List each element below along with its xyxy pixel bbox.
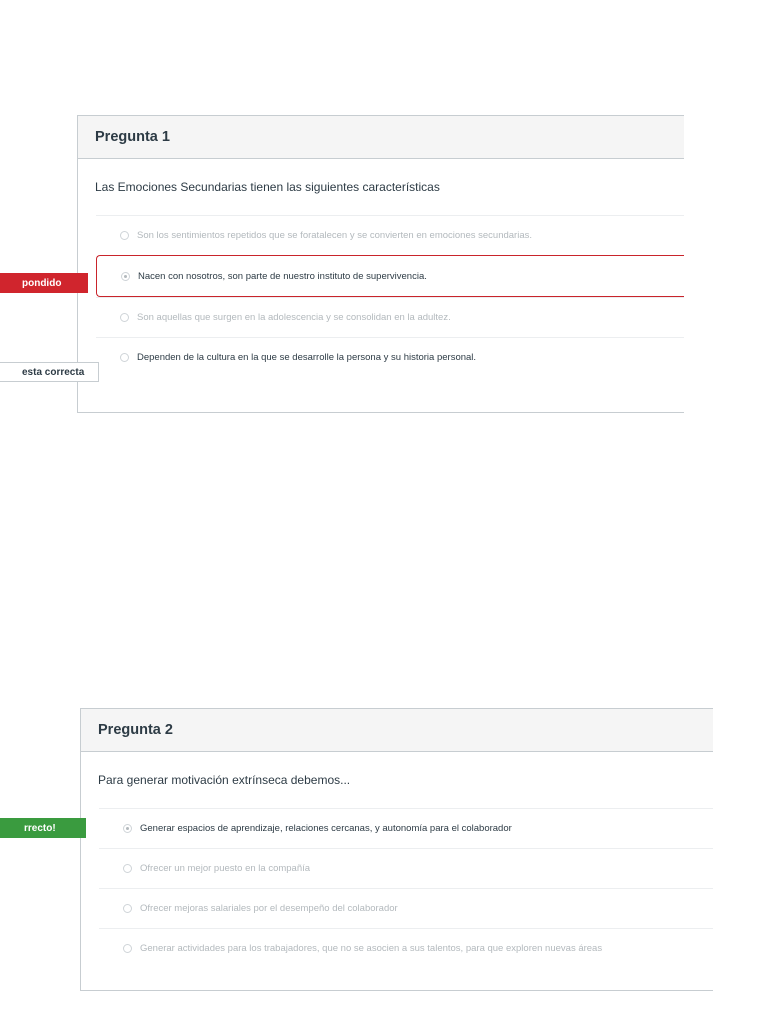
- q1-answer-4[interactable]: [96, 337, 684, 377]
- q2-answer-3[interactable]: [99, 888, 713, 928]
- question-2-title: Pregunta 2: [81, 709, 713, 752]
- radio-checked-icon[interactable]: [123, 824, 132, 833]
- q2-answer-1-label: Generar espacios de aprendizaje, relaciones cercanas, y autonomía para el colaborador: [140, 823, 512, 834]
- question-2-answers: [99, 808, 713, 968]
- radio-icon[interactable]: [120, 231, 129, 240]
- question-2-text: Para generar motivación extrínseca debemos...: [98, 773, 351, 787]
- question-1-text: Las Emociones Secundarias tienen las siguientes características: [95, 180, 440, 194]
- q1-answer-1[interactable]: [96, 215, 684, 255]
- question-1-card: [77, 115, 684, 413]
- q2-answer-3-label: Ofrecer mejoras salariales por el desempeño del colaborador: [140, 903, 398, 914]
- radio-icon[interactable]: [123, 864, 132, 873]
- q1-answer-3-label: Son aquellas que surgen en la adolescencia y se consolidan en la adultez.: [137, 312, 451, 323]
- q1-answer-1-label: Son los sentimientos repetidos que se foratalecen y se convierten en emociones secundarias.: [137, 230, 533, 241]
- radio-icon[interactable]: [120, 313, 129, 322]
- radio-icon[interactable]: [123, 944, 132, 953]
- q2-answer-1-selected[interactable]: [99, 808, 713, 848]
- q1-answer-4-label: Dependen de la cultura en la que se desarrolle la persona y su historia personal.: [137, 352, 477, 363]
- q2-answer-2-label: Ofrecer un mejor puesto en la compañía: [140, 863, 311, 874]
- q2-answer-4-label: Generar actividades para los trabajadores, que no se asocien a sus talentos, para que exploren nuevas áreas: [140, 943, 603, 954]
- q1-answer-2-selected[interactable]: [96, 255, 684, 297]
- q1-answer-2-label: Nacen con nosotros, son parte de nuestro instituto de supervivencia.: [138, 270, 427, 282]
- question-1-title: Pregunta 1: [78, 116, 684, 159]
- radio-icon[interactable]: [120, 353, 129, 362]
- q2-answer-4[interactable]: [99, 928, 713, 968]
- q2-answer-2[interactable]: [99, 848, 713, 888]
- question-2-card: [80, 708, 713, 991]
- correct-answer-flag-label: esta correcta: [22, 366, 85, 378]
- correct-flag-label: rrecto!: [24, 822, 56, 834]
- question-1-answers: [96, 215, 684, 377]
- correct-answer-flag: [0, 362, 99, 382]
- radio-icon[interactable]: [123, 904, 132, 913]
- correct-flag: [0, 818, 86, 838]
- q1-answer-3[interactable]: [96, 297, 684, 337]
- answered-flag-label: pondido: [22, 277, 62, 289]
- radio-checked-icon[interactable]: [121, 272, 130, 281]
- answered-flag: [0, 273, 88, 293]
